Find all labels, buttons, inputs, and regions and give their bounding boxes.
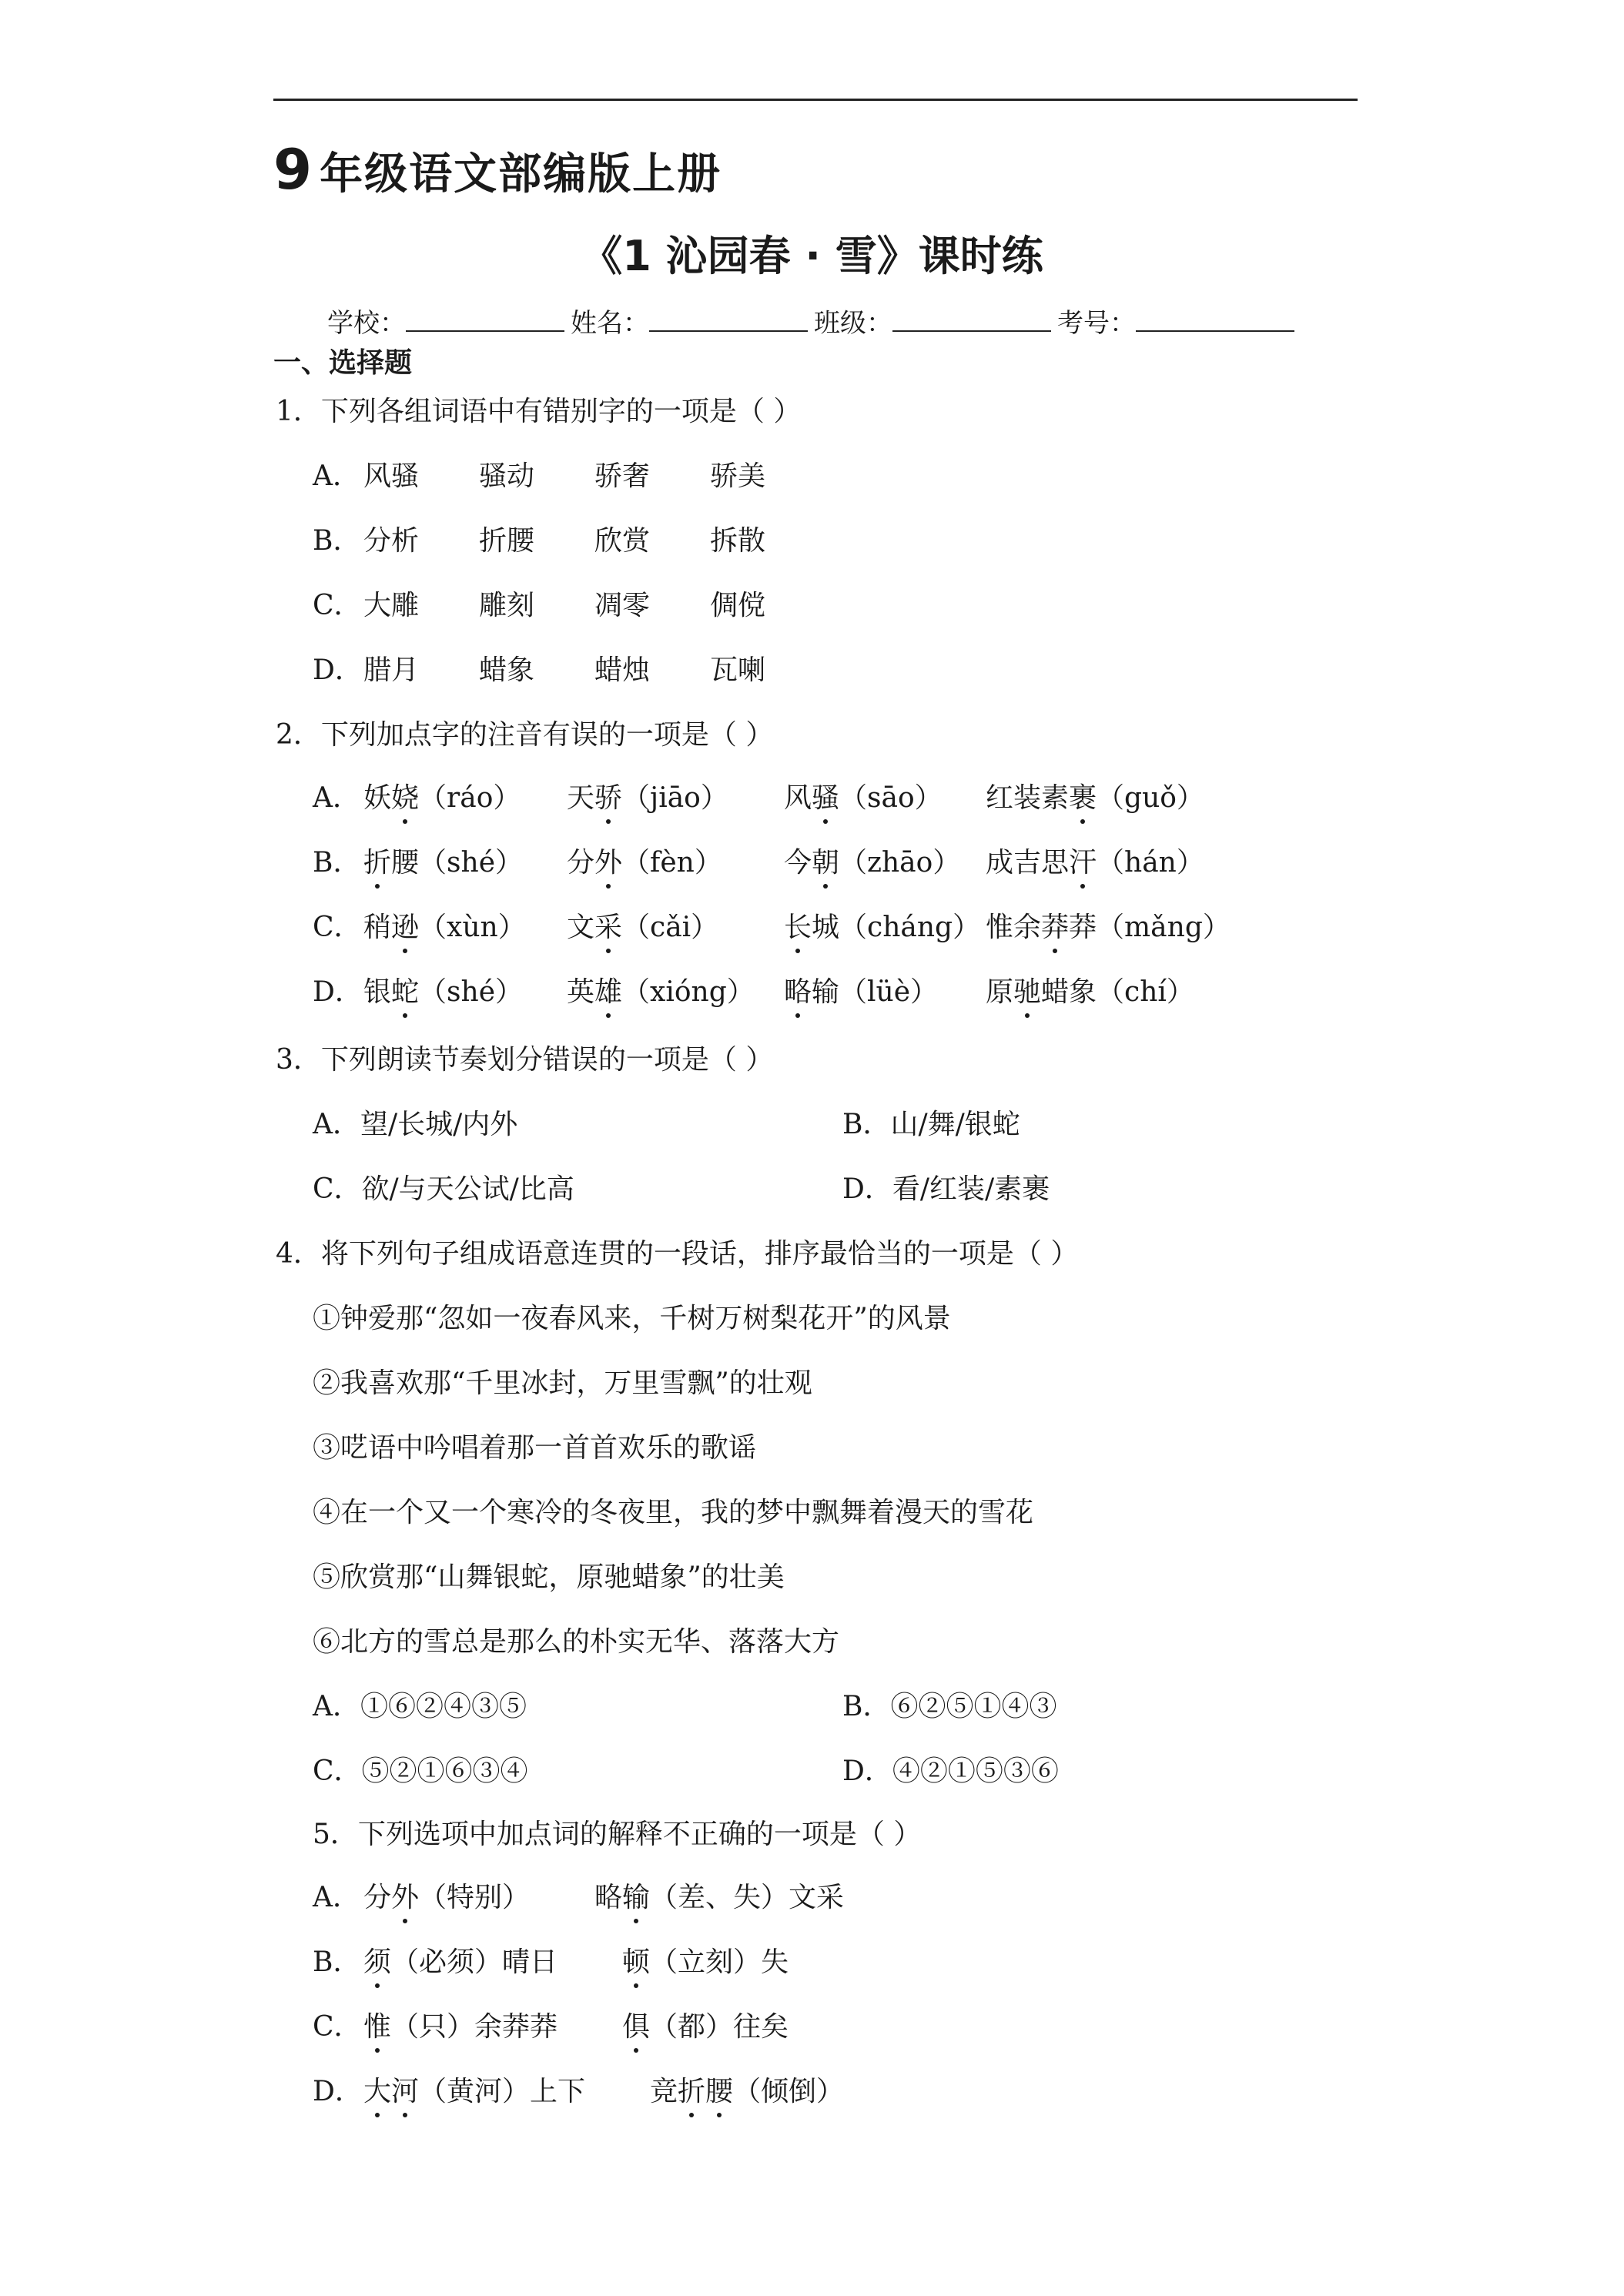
option-label: C． xyxy=(313,2011,362,2043)
q2-option-c xyxy=(313,909,1231,947)
word: 雕刻 xyxy=(479,590,535,621)
lesson-title: 《1 沁园春 · 雪》课时练 xyxy=(581,232,1043,280)
school-label: 学校： xyxy=(327,308,406,339)
q2-option-b xyxy=(313,844,1204,882)
word: 腊月 xyxy=(363,654,420,686)
exam-number-label: 考号： xyxy=(1057,308,1136,339)
q5-option-b: B．须（必须）晴日 顿（立刻）失 xyxy=(313,1943,789,1982)
pinyin-item: 惟余莽莽（mǎng） xyxy=(986,909,1231,947)
q5-option-d: D．大河（黄河）上下 竞折腰（倾倒） xyxy=(313,2073,844,2111)
option-label: D． xyxy=(313,654,363,686)
option-label: D． xyxy=(313,976,363,1008)
question-5-stem: 5．下列选项中加点词的解释不正确的一项是（ ） xyxy=(313,1819,922,1850)
word: 大雕 xyxy=(363,590,420,621)
pinyin-item: 略输（lüè） xyxy=(784,973,986,1012)
question-4-stem: 4．将下列句子组成语意连贯的一段话，排序最恰当的一项是（ ） xyxy=(276,1238,1079,1270)
q1-option-b xyxy=(313,522,765,561)
dotted-char: 输 xyxy=(622,1879,650,1917)
word: 蜡烛 xyxy=(594,654,651,686)
word: 欣赏 xyxy=(594,525,651,557)
grade-title xyxy=(273,137,722,202)
q4-sentence-1: ①钟爱那“忽如一夜春风来，千树万树梨花开”的风景 xyxy=(313,1303,951,1334)
word: 骄奢 xyxy=(594,460,651,492)
dotted-char: 骚 xyxy=(812,779,839,818)
word: 骚动 xyxy=(479,460,535,492)
question-1-stem: 1．下列各组词语中有错别字的一项是（ ） xyxy=(276,396,802,427)
q4-sentence-4: ④在一个又一个寒冷的冬夜里，我的梦中飘舞着漫天的雪花 xyxy=(313,1497,1034,1528)
option-label: A． xyxy=(313,1882,360,1913)
q1-option-d xyxy=(313,651,765,690)
option-label: C． xyxy=(313,912,362,943)
word: 折腰 xyxy=(479,525,535,557)
q1-option-c xyxy=(313,587,765,625)
dotted-char: 俱 xyxy=(622,2008,650,2047)
q4-option-b: B．⑥②⑤①④③ xyxy=(842,1691,1057,1722)
grade-number: 9 xyxy=(273,137,314,202)
dotted-char: 外 xyxy=(391,1879,419,1917)
dotted-char: 汗 xyxy=(1069,844,1097,882)
q5-option-a: A． 分外（特别） 略输（差、失）文采 xyxy=(313,1879,844,1917)
dotted-char: 娆 xyxy=(391,779,419,818)
dotted-char: 折 xyxy=(363,844,391,882)
dotted-char: 河 xyxy=(391,2073,419,2111)
option-label: D． xyxy=(313,2076,363,2107)
q3-option-d: D．看/红装/素裹 xyxy=(842,1173,1050,1205)
word: 分析 xyxy=(363,525,420,557)
dotted-char: 雄 xyxy=(594,973,622,1012)
dotted-char: 裹 xyxy=(1069,779,1097,818)
pinyin-item: 文采（cǎi） xyxy=(567,909,784,947)
option-label: A． xyxy=(313,782,360,814)
pinyin-item: 红装素裹（guǒ） xyxy=(986,779,1204,818)
name-label: 姓名： xyxy=(571,308,649,339)
option-label: B． xyxy=(313,525,361,557)
word: 凋零 xyxy=(594,590,651,621)
q3-option-b: B．山/舞/银蛇 xyxy=(842,1109,1020,1140)
dotted-char: 须 xyxy=(363,1943,391,1982)
q4-sentence-2: ②我喜欢那“千里冰封，万里雪飘”的壮观 xyxy=(313,1367,812,1399)
pinyin-item: 原驰蜡象（chí） xyxy=(986,973,1194,1012)
pinyin-item: 折腰（shé） xyxy=(363,844,567,882)
dotted-char: 逊 xyxy=(391,909,419,947)
name-blank xyxy=(649,309,808,332)
pinyin-item: 银蛇（shé） xyxy=(363,973,567,1012)
pinyin-item: 稍逊（xùn） xyxy=(363,909,567,947)
dotted-char: 驰 xyxy=(1013,973,1041,1012)
dotted-char: 惟 xyxy=(363,2008,391,2047)
q4-sentence-6: ⑥北方的雪总是那么的朴实无华、落落大方 xyxy=(313,1626,840,1658)
student-info-line xyxy=(327,302,1301,340)
q5-option-c: C．惟（只）余莽莽 俱（都）往矣 xyxy=(313,2008,789,2047)
pinyin-item: 成吉思汗（hán） xyxy=(986,844,1204,882)
pinyin-item: 风骚（sāo） xyxy=(784,779,986,818)
school-blank xyxy=(406,309,564,332)
section-heading: 一、选择题 xyxy=(273,347,413,379)
grade-text: 年级语文部编版上册 xyxy=(320,149,722,199)
dotted-char: 外 xyxy=(594,844,622,882)
class-blank xyxy=(892,309,1051,332)
dotted-char: 采 xyxy=(594,909,622,947)
pinyin-item: 天骄（jiāo） xyxy=(567,779,784,818)
word: 倜傥 xyxy=(710,590,766,621)
q3-option-a: A．望/长城/内外 xyxy=(313,1109,518,1140)
header-rule xyxy=(273,99,1358,101)
word: 瓦喇 xyxy=(710,654,766,686)
question-3-stem: 3．下列朗读节奏划分错误的一项是（ ） xyxy=(276,1044,774,1076)
dotted-char: 顿 xyxy=(622,1943,650,1982)
q4-option-d: D．④②①⑤③⑥ xyxy=(842,1755,1059,1787)
pinyin-item: 妖娆（ráo） xyxy=(363,779,567,818)
q4-option-a: A．①⑥②④③⑤ xyxy=(313,1691,527,1722)
q3-option-c: C．欲/与天公试/比高 xyxy=(313,1173,574,1205)
word: 风骚 xyxy=(363,460,420,492)
pinyin-item: 英雄（xióng） xyxy=(567,973,784,1012)
word: 骄美 xyxy=(710,460,766,492)
option-label: A． xyxy=(313,460,360,492)
dotted-char: 骄 xyxy=(594,779,622,818)
dotted-char: 长 xyxy=(784,909,812,947)
word: 拆散 xyxy=(710,525,766,557)
pinyin-item: 长城（cháng） xyxy=(784,909,986,947)
word: 蜡象 xyxy=(479,654,535,686)
option-label: B． xyxy=(313,1946,361,1978)
dotted-char: 朝 xyxy=(812,844,839,882)
q1-option-a xyxy=(313,457,765,496)
q4-option-c: C．⑤②①⑥③④ xyxy=(313,1755,528,1787)
option-label: B． xyxy=(313,847,361,879)
question-2-stem: 2．下列加点字的注音有误的一项是（ ） xyxy=(276,719,774,751)
exam-number-blank xyxy=(1136,309,1294,332)
pinyin-item: 分外（fèn） xyxy=(567,844,784,882)
dotted-char: 蛇 xyxy=(391,973,419,1012)
option-label: C． xyxy=(313,590,362,621)
dotted-char: 腰 xyxy=(705,2073,733,2111)
q2-option-a xyxy=(313,779,1204,818)
q4-sentence-5: ⑤欣赏那“山舞银蛇，原驰蜡象”的壮美 xyxy=(313,1561,785,1593)
dotted-char: 大 xyxy=(363,2073,391,2111)
pinyin-item: 今朝（zhāo） xyxy=(784,844,986,882)
dotted-char: 莽 xyxy=(1041,909,1069,947)
q2-option-d xyxy=(313,973,1194,1012)
class-label: 班级： xyxy=(814,308,892,339)
dotted-char: 折 xyxy=(678,2073,705,2111)
dotted-char: 略 xyxy=(784,973,812,1012)
q4-sentence-3: ③呓语中吟唱着那一首首欢乐的歌谣 xyxy=(313,1432,757,1464)
